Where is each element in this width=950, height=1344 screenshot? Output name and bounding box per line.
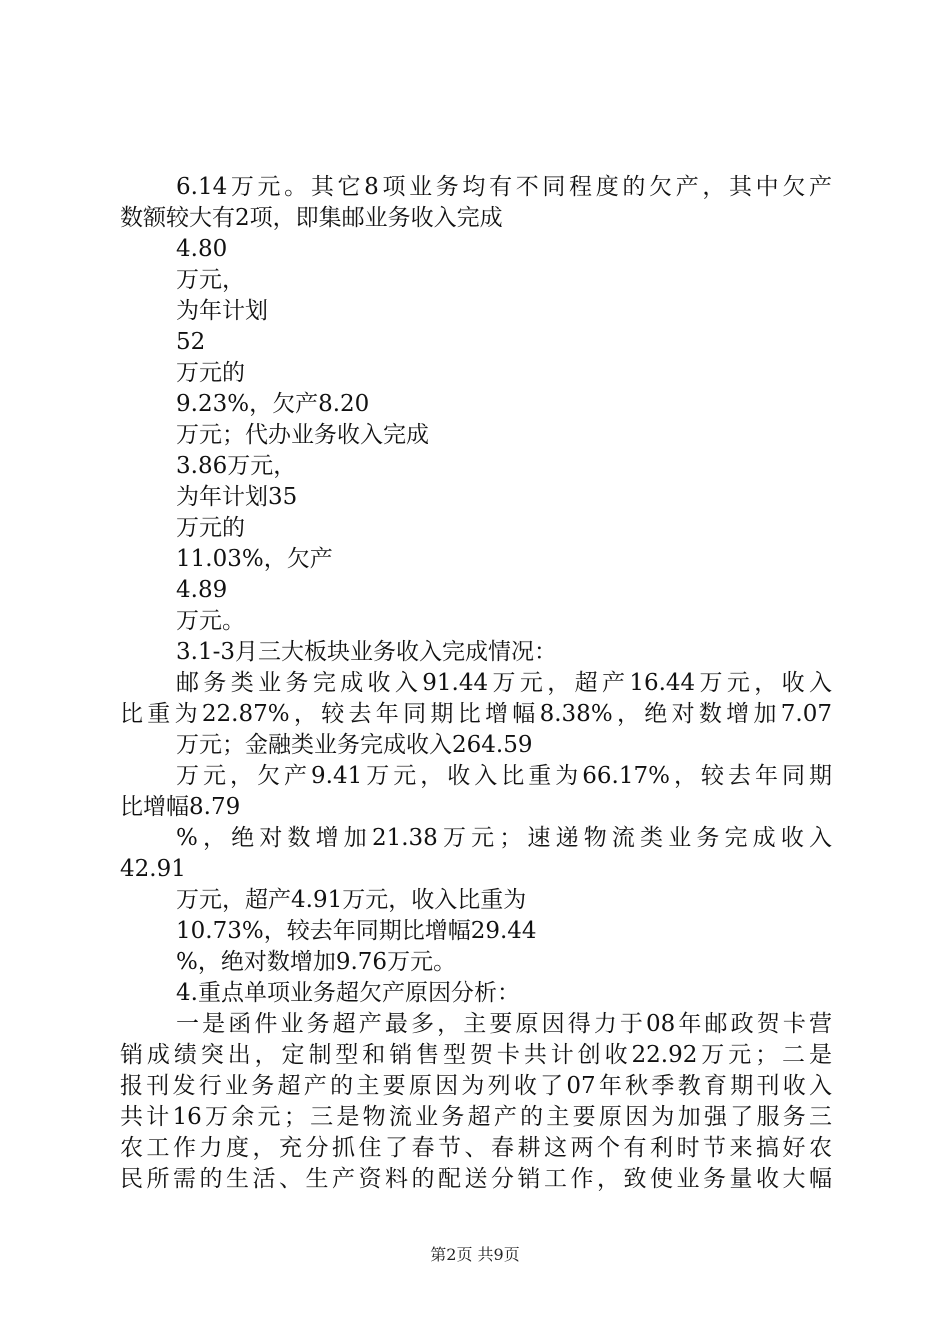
text-line: 6.14万元。其它8项业务均有不同程度的欠产，其中欠产 xyxy=(176,174,832,200)
text-line: 9.23%，欠产8.20 xyxy=(176,391,370,417)
text-line: 一是函件业务超产最多，主要原因得力于08年邮政贺卡营 xyxy=(176,1011,832,1037)
text-line: 3.86万元， xyxy=(176,453,297,479)
text-line: 万元；金融类业务完成收入264.59 xyxy=(176,732,533,758)
text-line: 销成绩突出，定制型和销售型贺卡共计创收22.92万元；二是 xyxy=(120,1042,832,1068)
text-line: 万元。 xyxy=(176,608,245,634)
text-line: 万元，超产4.91万元，收入比重为 xyxy=(176,887,527,913)
text-line: 10.73%，较去年同期比增幅29.44 xyxy=(176,918,537,944)
text-line: 4.89 xyxy=(176,577,228,603)
text-line: %，绝对数增加9.76万元。 xyxy=(176,949,457,975)
section-heading: 3.1-3月三大板块业务收入完成情况： xyxy=(176,639,557,665)
text-line: 共计16万余元；三是物流业务超产的主要原因为加强了服务三 xyxy=(120,1104,832,1130)
text-line: 数额较大有2项，即集邮业务收入完成 xyxy=(120,205,503,231)
text-line: 邮务类业务完成收入91.44万元，超产16.44万元，收入 xyxy=(176,670,832,696)
body-text xyxy=(120,172,832,1195)
text-line: 报刊发行业务超产的主要原因为列收了07年秋季教育期刊收入 xyxy=(120,1073,832,1099)
text-line: 农工作力度，充分抓住了春节、春耕这两个有利时节来搞好农 xyxy=(120,1135,832,1161)
text-line: 万元；代办业务收入完成 xyxy=(176,422,429,448)
text-line: 为年计划35 xyxy=(176,484,298,510)
text-line: 比重为22.87%，较去年同期比增幅8.38%，绝对数增加7.07 xyxy=(120,701,832,727)
page-footer: 第2页 共9页 xyxy=(430,1245,520,1264)
text-line: 比增幅8.79 xyxy=(120,794,241,820)
text-line: 11.03%，欠产 xyxy=(176,546,333,572)
text-line: 为年计划 xyxy=(176,298,268,324)
text-line: 民所需的生活、生产资料的配送分销工作，致使业务量收大幅 xyxy=(120,1166,832,1192)
text-line: 42.91 xyxy=(120,856,186,882)
text-line: 4.80 xyxy=(176,236,228,262)
text-line: %，绝对数增加21.38万元；速递物流类业务完成收入 xyxy=(176,825,832,851)
text-line: 万元的 xyxy=(176,515,245,541)
section-heading: 4.重点单项业务超欠产原因分析： xyxy=(176,980,520,1006)
text-line: 万元， xyxy=(176,267,245,293)
text-line: 52 xyxy=(176,329,206,355)
text-line: 万元的 xyxy=(176,360,245,386)
text-line: 万元，欠产9.41万元，收入比重为66.17%，较去年同期 xyxy=(176,763,832,789)
